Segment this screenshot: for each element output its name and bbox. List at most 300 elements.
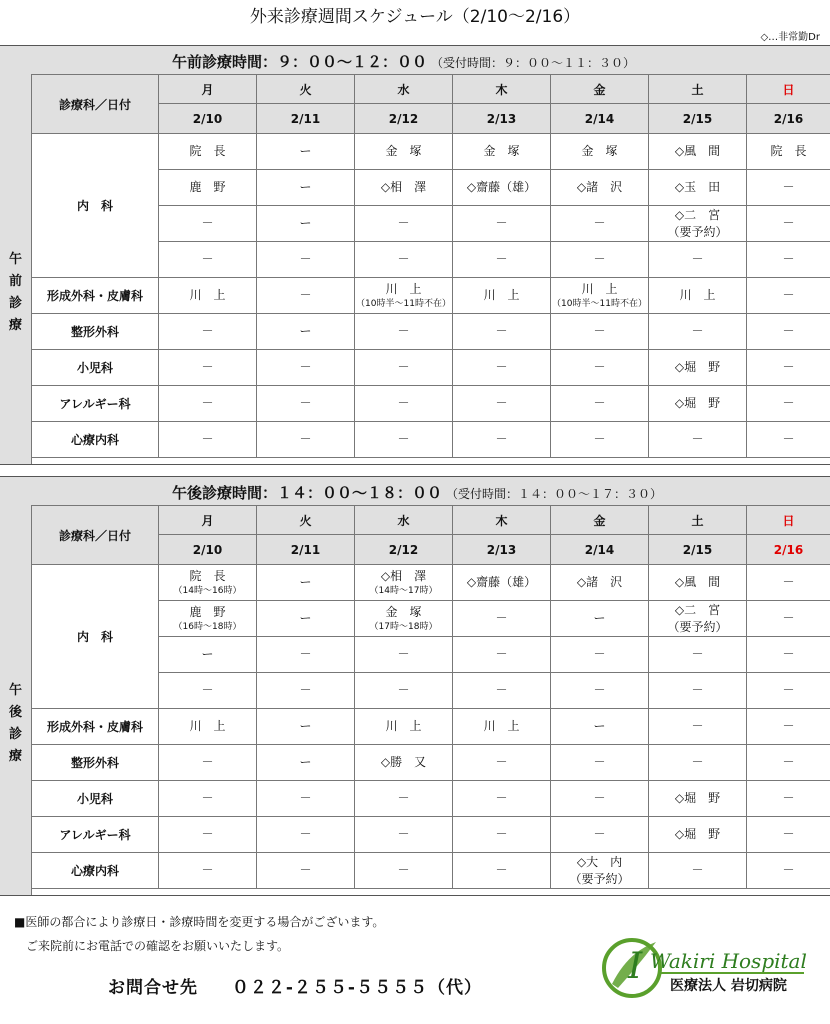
cell-text: － xyxy=(782,180,795,194)
schedule-cell xyxy=(257,170,355,206)
table-row xyxy=(32,745,830,781)
schedule-cell xyxy=(355,350,453,386)
cell-text: ◇堀 野 xyxy=(674,396,721,410)
afternoon-heading: 午後診療時間：１４：００～１８：００ xyxy=(172,484,443,502)
cell-text: － xyxy=(495,252,508,266)
table-row xyxy=(32,314,830,350)
cell-text: － xyxy=(397,396,410,410)
corner-header: 診療科／日付 xyxy=(32,75,159,134)
table-row xyxy=(32,422,830,458)
schedule-cell xyxy=(257,565,355,601)
cell-note: （10時半～11時不在） xyxy=(356,299,451,309)
cell-text: ◇相 澤 xyxy=(380,569,427,583)
cell-text: － xyxy=(201,827,214,841)
cell-text: ◇齋藤（雄） xyxy=(466,575,537,589)
schedule-cell xyxy=(453,565,551,601)
cell-text: － xyxy=(397,863,410,877)
cell-text: ー xyxy=(201,647,214,661)
cell-text: － xyxy=(691,719,704,733)
schedule-cell xyxy=(747,314,830,350)
table-row xyxy=(32,134,830,170)
cell-text: － xyxy=(201,863,214,877)
dept-label: 整形外科 xyxy=(32,745,159,781)
schedule-cell xyxy=(747,637,830,673)
schedule-cell xyxy=(649,637,747,673)
schedule-cell xyxy=(551,781,649,817)
schedule-cell xyxy=(453,314,551,350)
table-row xyxy=(32,781,830,817)
cell-text: － xyxy=(201,755,214,769)
schedule-cell xyxy=(159,170,257,206)
schedule-cell xyxy=(551,745,649,781)
schedule-cell xyxy=(649,817,747,853)
cell-text: － xyxy=(691,863,704,877)
cell-text: ー xyxy=(299,719,312,733)
schedule-cell xyxy=(747,206,830,242)
schedule-cell xyxy=(747,278,830,314)
schedule-cell xyxy=(551,170,649,206)
cell-text: － xyxy=(593,432,606,446)
table-row xyxy=(32,709,830,745)
schedule-cell xyxy=(551,565,649,601)
day-header: 土 xyxy=(649,75,747,104)
schedule-cell xyxy=(355,242,453,278)
cell-text: 川 上 xyxy=(483,719,520,733)
cell-text: （要予約） xyxy=(667,619,728,634)
cell-text: － xyxy=(299,827,312,841)
schedule-cell xyxy=(551,601,649,637)
cell-text: － xyxy=(782,432,795,446)
cell-text: － xyxy=(299,360,312,374)
cell-text: － xyxy=(782,719,795,733)
cell-text: － xyxy=(495,863,508,877)
cell-text: － xyxy=(782,324,795,338)
date-header: 2/11 xyxy=(257,535,355,565)
cell-text: － xyxy=(593,791,606,805)
day-header: 水 xyxy=(355,75,453,104)
date-header: 2/16 xyxy=(747,535,830,565)
dept-label: 小児科 xyxy=(32,350,159,386)
schedule-cell xyxy=(551,673,649,709)
schedule-cell xyxy=(453,350,551,386)
table-row xyxy=(32,817,830,853)
schedule-cell xyxy=(453,134,551,170)
cell-text: － xyxy=(201,360,214,374)
schedule-cell xyxy=(355,637,453,673)
morning-schedule-table xyxy=(31,74,830,458)
day-header: 火 xyxy=(257,506,355,535)
contact-label: お問合せ先 xyxy=(108,978,198,998)
schedule-cell xyxy=(649,134,747,170)
schedule-cell xyxy=(355,314,453,350)
cell-text: － xyxy=(782,396,795,410)
cell-text: ◇堀 野 xyxy=(674,827,721,841)
schedule-cell xyxy=(453,206,551,242)
cell-text: － xyxy=(782,611,795,625)
cell-text: － xyxy=(299,396,312,410)
side-label-char: 診 xyxy=(8,296,22,311)
cell-text: － xyxy=(495,647,508,661)
cell-text: － xyxy=(495,216,508,230)
cell-text: － xyxy=(495,611,508,625)
table-row xyxy=(32,386,830,422)
cell-text: － xyxy=(593,252,606,266)
schedule-cell xyxy=(355,709,453,745)
cell-text: － xyxy=(495,360,508,374)
date-header: 2/10 xyxy=(159,104,257,134)
note-line: ■医師の都合により診療日・診療時間を変更する場合がございます。 xyxy=(14,915,385,929)
cell-text: 院 長 xyxy=(189,569,226,583)
dept-label: 小児科 xyxy=(32,781,159,817)
schedule-cell xyxy=(551,278,649,314)
schedule-cell xyxy=(453,637,551,673)
cell-text: ー xyxy=(593,611,606,625)
cell-text: ◇風 間 xyxy=(674,144,721,158)
cell-text: － xyxy=(201,683,214,697)
table-row xyxy=(32,278,830,314)
schedule-cell xyxy=(551,314,649,350)
cell-text: － xyxy=(593,216,606,230)
cell-note: （14時～17時） xyxy=(369,586,438,596)
cell-note: （10時半～11時不在） xyxy=(552,299,647,309)
side-label-char: 午 xyxy=(8,252,22,267)
schedule-cell xyxy=(551,817,649,853)
cell-text: ー xyxy=(299,144,312,158)
cell-text: ◇堀 野 xyxy=(674,360,721,374)
day-header: 月 xyxy=(159,75,257,104)
cell-text: 金 塚 xyxy=(581,144,618,158)
schedule-cell xyxy=(257,386,355,422)
cell-text: － xyxy=(495,827,508,841)
cell-text: － xyxy=(397,647,410,661)
cell-text: （要予約） xyxy=(667,224,728,239)
schedule-cell xyxy=(355,170,453,206)
schedule-cell xyxy=(257,853,355,889)
cell-text: 鹿 野 xyxy=(189,605,226,619)
cell-text: 院 長 xyxy=(770,144,807,158)
contact xyxy=(108,973,482,998)
morning-side-strip xyxy=(0,74,32,464)
cell-text: ◇二 宮 xyxy=(674,602,721,617)
side-label-char: 診 xyxy=(8,727,22,742)
schedule-cell xyxy=(453,601,551,637)
schedule-cell xyxy=(159,206,257,242)
cell-text: － xyxy=(593,647,606,661)
dept-label: 形成外科・皮膚科 xyxy=(32,709,159,745)
dept-label: 形成外科・皮膚科 xyxy=(32,278,159,314)
schedule-cell xyxy=(159,853,257,889)
schedule-cell xyxy=(747,709,830,745)
schedule-cell xyxy=(257,673,355,709)
cell-text: ◇齋藤（雄） xyxy=(466,180,537,194)
cell-text: 川 上 xyxy=(483,288,520,302)
date-header: 2/10 xyxy=(159,535,257,565)
dept-label: 心療内科 xyxy=(32,853,159,889)
afternoon-section xyxy=(0,476,830,896)
cell-text: 川 上 xyxy=(385,719,422,733)
cell-text: － xyxy=(691,647,704,661)
dept-internal-medicine: 内 科 xyxy=(32,134,159,278)
morning-section xyxy=(0,45,830,465)
notes xyxy=(14,910,384,958)
schedule-cell xyxy=(453,386,551,422)
schedule-cell xyxy=(649,314,747,350)
logo-graphic xyxy=(598,932,818,1002)
date-header: 2/14 xyxy=(551,104,649,134)
schedule-cell xyxy=(355,386,453,422)
cell-text: － xyxy=(397,324,410,338)
schedule-cell xyxy=(355,565,453,601)
schedule-cell xyxy=(159,314,257,350)
side-label-char: 午 xyxy=(8,683,22,698)
schedule-cell xyxy=(453,709,551,745)
schedule-cell xyxy=(257,206,355,242)
schedule-cell xyxy=(551,206,649,242)
cell-text: － xyxy=(495,683,508,697)
schedule-cell xyxy=(747,853,830,889)
cell-text: ◇勝 又 xyxy=(380,755,427,769)
cell-text: － xyxy=(782,755,795,769)
cell-text: ◇堀 野 xyxy=(674,791,721,805)
cell-text: 川 上 xyxy=(679,288,716,302)
schedule-cell xyxy=(649,350,747,386)
schedule-cell xyxy=(257,709,355,745)
cell-text: － xyxy=(299,683,312,697)
cell-text: － xyxy=(782,647,795,661)
day-header: 金 xyxy=(551,75,649,104)
morning-reception: （受付時間：９：００～１１：３０） xyxy=(431,56,636,70)
schedule-cell xyxy=(159,637,257,673)
schedule-cell xyxy=(649,422,747,458)
day-header: 水 xyxy=(355,506,453,535)
schedule-cell xyxy=(257,278,355,314)
day-header: 土 xyxy=(649,506,747,535)
side-label-char: 療 xyxy=(8,749,22,764)
cell-text: － xyxy=(201,396,214,410)
schedule-cell xyxy=(355,206,453,242)
cell-note: （14時～16時） xyxy=(173,586,242,596)
schedule-cell xyxy=(453,242,551,278)
schedule-cell xyxy=(159,422,257,458)
schedule-cell xyxy=(747,673,830,709)
cell-text: － xyxy=(201,791,214,805)
date-header: 2/13 xyxy=(453,104,551,134)
schedule-cell xyxy=(453,817,551,853)
cell-text: － xyxy=(397,827,410,841)
schedule-cell xyxy=(551,350,649,386)
schedule-cell xyxy=(649,242,747,278)
schedule-cell xyxy=(355,134,453,170)
schedule-cell xyxy=(159,601,257,637)
cell-text: － xyxy=(201,432,214,446)
cell-text: ー xyxy=(299,755,312,769)
schedule-cell xyxy=(747,350,830,386)
cell-text: ◇大 内 xyxy=(576,854,623,869)
dept-label: 心療内科 xyxy=(32,422,159,458)
schedule-cell xyxy=(159,817,257,853)
schedule-cell xyxy=(551,422,649,458)
schedule-cell xyxy=(649,565,747,601)
cell-text: 金 塚 xyxy=(385,144,422,158)
date-header: 2/12 xyxy=(355,535,453,565)
day-header: 月 xyxy=(159,506,257,535)
schedule-cell xyxy=(747,817,830,853)
cell-text: 川 上 xyxy=(581,282,618,296)
schedule-cell xyxy=(159,134,257,170)
cell-text: － xyxy=(495,791,508,805)
schedule-cell xyxy=(257,422,355,458)
cell-text: － xyxy=(397,791,410,805)
schedule-cell xyxy=(257,242,355,278)
cell-text: ◇諸 沢 xyxy=(576,180,623,194)
schedule-cell xyxy=(257,350,355,386)
schedule-cell xyxy=(159,278,257,314)
cell-note: （17時～18時） xyxy=(369,622,438,632)
schedule-cell xyxy=(159,745,257,781)
date-header: 2/12 xyxy=(355,104,453,134)
cell-text: － xyxy=(593,683,606,697)
schedule-cell xyxy=(747,745,830,781)
cell-text: （要予約） xyxy=(569,871,630,886)
cell-text: － xyxy=(495,324,508,338)
morning-heading: 午前診療時間：９：００～１２：００ xyxy=(172,53,428,71)
schedule-cell xyxy=(355,278,453,314)
contact-phone: ０２２-２５５-５５５５（代） xyxy=(231,978,482,998)
cell-text: ◇諸 沢 xyxy=(576,575,623,589)
cell-text: － xyxy=(495,432,508,446)
cell-text: － xyxy=(691,252,704,266)
cell-text: － xyxy=(397,683,410,697)
morning-header xyxy=(0,46,830,74)
afternoon-reception: （受付時間：１４：００～１７：３０） xyxy=(446,487,663,501)
cell-text: － xyxy=(593,396,606,410)
schedule-cell xyxy=(257,601,355,637)
schedule-cell xyxy=(159,709,257,745)
schedule-cell xyxy=(649,170,747,206)
cell-text: ◇二 宮 xyxy=(674,207,721,222)
cell-text: 金 塚 xyxy=(385,605,422,619)
cell-text: － xyxy=(691,683,704,697)
cell-text: ー xyxy=(299,324,312,338)
cell-text: － xyxy=(782,683,795,697)
cell-text: － xyxy=(691,755,704,769)
cell-note: （16時～18時） xyxy=(173,622,242,632)
cell-text: － xyxy=(782,827,795,841)
cell-text: － xyxy=(201,252,214,266)
cell-text: ー xyxy=(299,216,312,230)
date-header: 2/13 xyxy=(453,535,551,565)
schedule-cell xyxy=(355,817,453,853)
date-header: 2/15 xyxy=(649,104,747,134)
table-row xyxy=(32,565,830,601)
hospital-logo xyxy=(598,932,818,1002)
schedule-cell xyxy=(355,673,453,709)
schedule-cell xyxy=(649,278,747,314)
schedule-cell xyxy=(649,206,747,242)
cell-text: － xyxy=(782,360,795,374)
logo-org-name: 医療法人 岩切病院 xyxy=(670,978,787,994)
cell-text: 川 上 xyxy=(189,288,226,302)
schedule-cell xyxy=(747,386,830,422)
schedule-cell xyxy=(649,673,747,709)
cell-text: － xyxy=(593,324,606,338)
page-title: 外来診療週間スケジュール（2/10～2/16） xyxy=(249,7,581,27)
cell-text: － xyxy=(593,360,606,374)
logo-name: Wakiri Hospital xyxy=(650,949,807,973)
date-header: 2/15 xyxy=(649,535,747,565)
cell-text: － xyxy=(782,252,795,266)
dept-label: アレルギー科 xyxy=(32,817,159,853)
date-header: 2/16 xyxy=(747,104,830,134)
afternoon-schedule-table xyxy=(31,505,830,889)
schedule-cell xyxy=(747,422,830,458)
legend-note: ◇…非常勤Dr xyxy=(760,32,820,43)
schedule-cell xyxy=(649,601,747,637)
cell-text: 院 長 xyxy=(189,144,226,158)
schedule-cell xyxy=(551,853,649,889)
schedule-cell xyxy=(159,350,257,386)
cell-text: ◇玉 田 xyxy=(674,180,721,194)
schedule-cell xyxy=(551,134,649,170)
afternoon-side-strip xyxy=(0,505,32,895)
schedule-cell xyxy=(649,781,747,817)
schedule-cell xyxy=(257,637,355,673)
schedule-cell xyxy=(257,745,355,781)
schedule-cell xyxy=(159,386,257,422)
cell-text: 川 上 xyxy=(385,282,422,296)
schedule-cell xyxy=(257,781,355,817)
schedule-cell xyxy=(747,565,830,601)
cell-text: ◇相 澤 xyxy=(380,180,427,194)
date-header: 2/14 xyxy=(551,535,649,565)
side-label-char: 前 xyxy=(8,274,22,289)
table-row xyxy=(32,853,830,889)
schedule-cell xyxy=(453,422,551,458)
cell-text: 川 上 xyxy=(189,719,226,733)
cell-text: － xyxy=(397,432,410,446)
date-header: 2/11 xyxy=(257,104,355,134)
schedule-cell xyxy=(159,565,257,601)
schedule-cell xyxy=(453,278,551,314)
cell-text: － xyxy=(782,863,795,877)
cell-text: － xyxy=(495,396,508,410)
cell-text: － xyxy=(593,827,606,841)
cell-text: － xyxy=(397,252,410,266)
schedule-cell xyxy=(159,673,257,709)
dept-label: 整形外科 xyxy=(32,314,159,350)
schedule-cell xyxy=(355,853,453,889)
schedule-cell xyxy=(649,745,747,781)
schedule-cell xyxy=(453,673,551,709)
cell-text: － xyxy=(299,791,312,805)
day-header: 日 xyxy=(747,75,830,104)
cell-text: － xyxy=(299,252,312,266)
schedule-cell xyxy=(257,817,355,853)
schedule-cell xyxy=(747,601,830,637)
day-header: 木 xyxy=(453,506,551,535)
cell-text: ー xyxy=(299,575,312,589)
cell-text: － xyxy=(201,216,214,230)
cell-text: － xyxy=(782,791,795,805)
schedule-cell xyxy=(551,242,649,278)
cell-text: － xyxy=(782,288,795,302)
schedule-cell xyxy=(355,781,453,817)
day-header: 金 xyxy=(551,506,649,535)
afternoon-header xyxy=(0,477,830,505)
dept-label: アレルギー科 xyxy=(32,386,159,422)
cell-text: － xyxy=(299,432,312,446)
schedule-cell xyxy=(747,781,830,817)
